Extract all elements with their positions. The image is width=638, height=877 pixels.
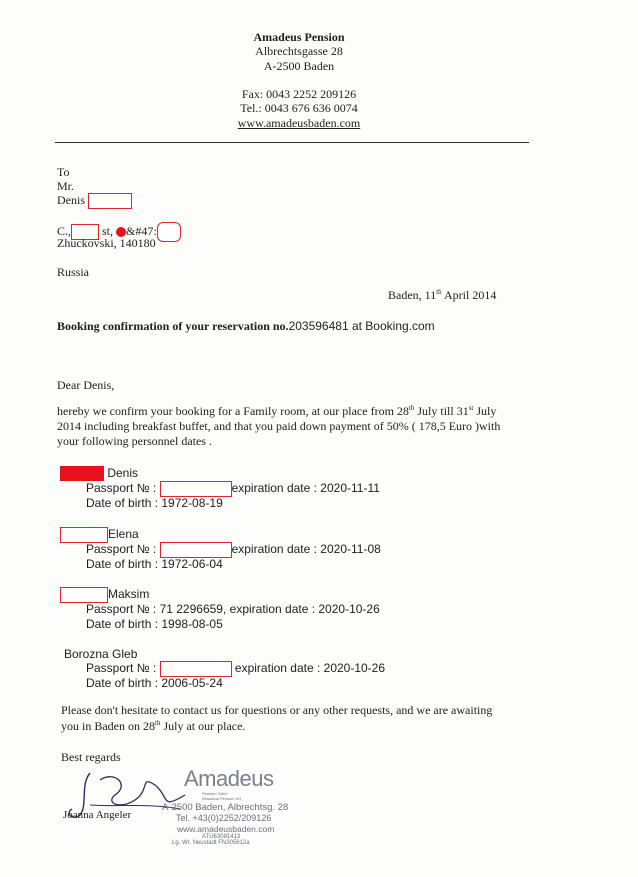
- body-line-1: [57, 404, 496, 419]
- guest-2-passport-label: Passport № :: [86, 542, 157, 557]
- closing-sup: th: [155, 719, 161, 727]
- guest-3-passport-label: Passport № :: [86, 602, 157, 616]
- subject-line: [57, 319, 435, 334]
- recipient-to: To: [57, 165, 70, 179]
- body-line-2: 2014 including breakfast buffet, and that you paid down payment of 50% ( 178,5 Euro )with: [57, 419, 501, 433]
- best-regards: Best regards: [61, 750, 121, 764]
- redacted-guest-2-passport: [160, 542, 232, 558]
- guest-3-dob: Date of birth : 1998-08-05: [86, 617, 223, 631]
- redacted-guest-1-passport: [160, 481, 232, 497]
- guest-2-dob: Date of birth : 1972-06-04: [86, 557, 223, 571]
- subject-prefix: Booking confirmation of your reservation no.: [57, 319, 289, 333]
- signatory-name: Joanna Angeler: [63, 809, 132, 821]
- stamp-brand: Amadeus: [184, 766, 274, 791]
- body-sup-1: th: [408, 404, 415, 412]
- stamp-atu: ATU63081413: [202, 834, 241, 840]
- redacted-guest-3-surname: [60, 587, 108, 603]
- redacted-guest-1-surname: [60, 466, 104, 481]
- company-fax: Fax: 0043 2252 209126: [241, 87, 357, 101]
- guest-3-passport-value: 71 2296659,: [159, 602, 227, 616]
- redacted-house: [157, 222, 181, 242]
- address-prefix: C.,: [57, 223, 72, 238]
- body-sup-2: st: [468, 404, 474, 412]
- redacted-guest-4-passport: [160, 661, 232, 677]
- stamp-fn: Lg. Wr. Neustadt FN305612a: [172, 840, 250, 846]
- body-line-1c: July: [473, 404, 497, 418]
- guest-4-dob: Date of birth : 2006-05-24: [86, 676, 223, 690]
- address-code: &#47:: [126, 223, 157, 238]
- guest-2-expiration: expiration date : 2020-11-08: [231, 542, 381, 557]
- guest-2-name: Elena: [108, 527, 139, 542]
- company-tel: Tel.: 0043 676 636 0074: [240, 101, 358, 115]
- salutation: Dear Denis,: [57, 378, 115, 392]
- closing-line-2b: July at our place.: [160, 719, 246, 733]
- company-city: A-2500 Baden: [263, 59, 335, 73]
- guest-1-expiration: expiration date : 2020-11-11: [231, 481, 380, 496]
- closing-line-2a: you in Baden on 28: [61, 719, 155, 733]
- stamp-sub2: Amadeus Pension KG: [202, 796, 242, 801]
- redacted-guest-2-surname: [60, 527, 108, 543]
- subject-reservation-number: 203596481 at Booking.com: [288, 319, 435, 333]
- letter-date: [388, 288, 496, 303]
- guest-1-name: Denis: [107, 466, 139, 480]
- date-month-year: April 2014: [441, 288, 497, 302]
- closing-line-1: Please don't hesitate to contact us for questions or any other requests, and we are awaiting: [61, 703, 493, 717]
- guest-3-expiration: expiration date : 2020-10-26: [229, 602, 380, 616]
- stamp-tel: Tel. +43(0)2252/209126: [176, 813, 272, 823]
- guest-2-passport-line: [86, 542, 381, 558]
- stamp-web: www.amadeusbaden.com: [177, 824, 275, 834]
- guest-3-passport-line: [86, 602, 380, 616]
- recipient-city: Zhuckovski, 140180: [57, 236, 156, 250]
- stamp-address: A-2500 Baden, Albrechtsg. 28: [162, 802, 289, 813]
- address-st: st,: [102, 223, 114, 238]
- company-street: Albrechtsgasse 28: [255, 44, 343, 58]
- guest-1-name-line: [60, 466, 138, 481]
- recipient-country: Russia: [57, 265, 90, 279]
- guest-1-passport-line: [86, 481, 380, 497]
- guest-2-name-line: [60, 527, 139, 543]
- body-line-3: your following personnel dates .: [57, 434, 212, 448]
- company-website-link[interactable]: www.amadeusbaden.com: [237, 116, 361, 130]
- date-sup: th: [436, 288, 442, 296]
- recipient-first-name: Denis: [57, 193, 85, 207]
- recipient-title: Mr.: [57, 179, 75, 193]
- guest-3-name: Maksim: [108, 587, 150, 602]
- date-day: Baden, 11: [388, 288, 437, 302]
- guest-1-dob: Date of birth : 1972-08-19: [86, 496, 223, 510]
- guest-4-name: Borozna Gleb: [64, 647, 138, 661]
- redacted-surname: [88, 193, 132, 209]
- company-name: Amadeus Pension: [253, 30, 345, 44]
- guest-1-passport-label: Passport № :: [86, 481, 157, 496]
- stamp-sub1: Pension Garni: [202, 791, 228, 796]
- company-stamp: [160, 766, 310, 851]
- guest-4-expiration: expiration date : 2020-10-26: [234, 661, 386, 676]
- recipient-name: [57, 193, 132, 209]
- guest-3-name-line: [60, 587, 149, 603]
- guest-4-passport-line: [86, 661, 385, 677]
- body-line-1b: July till 31: [414, 404, 469, 418]
- closing-line-2: [61, 719, 245, 734]
- body-line-1a: hereby we confirm your booking for a Family room, at our place from 28: [57, 404, 409, 418]
- header-divider: [55, 142, 529, 143]
- guest-4-passport-label: Passport № :: [86, 661, 157, 676]
